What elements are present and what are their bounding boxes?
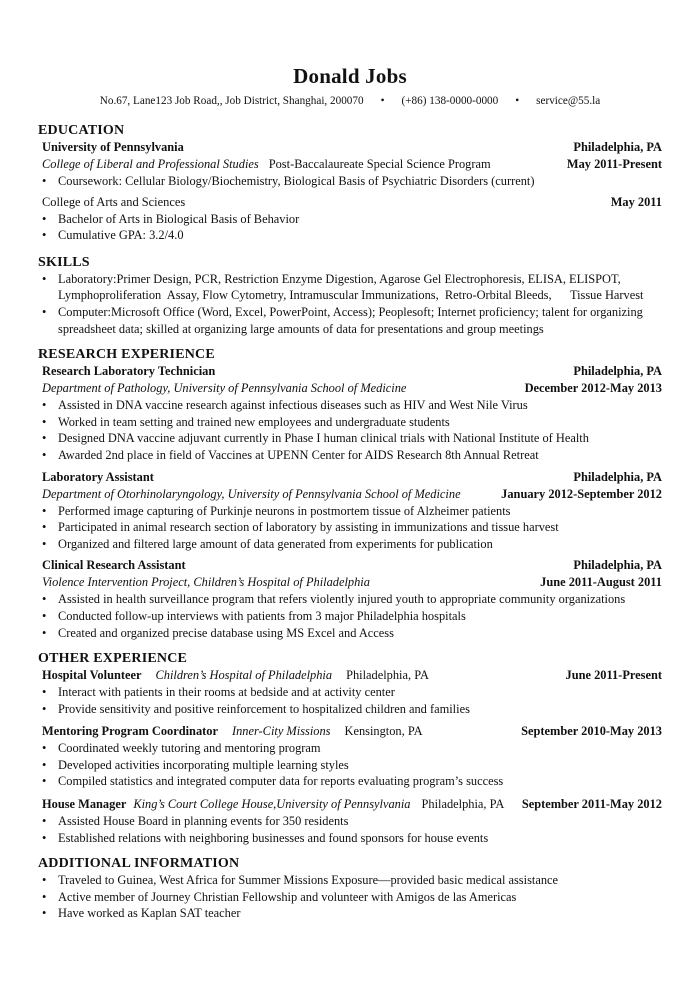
bullet-icon: • xyxy=(42,271,47,286)
bullet-list xyxy=(38,740,662,790)
entry-location: Philadelphia, PA xyxy=(573,558,662,573)
list-item: • Cumulative GPA: 3.2/4.0 xyxy=(42,228,184,243)
section-title-research: RESEARCH EXPERIENCE xyxy=(38,347,215,363)
contact-line xyxy=(0,95,700,107)
bullet-icon: • xyxy=(42,685,47,700)
skills-section xyxy=(38,254,662,337)
bullet-icon: • xyxy=(42,889,47,904)
email: service@55.la xyxy=(536,95,601,107)
bullet-icon: • xyxy=(42,625,47,640)
bullet-icon: • xyxy=(42,906,47,921)
entry-subheader xyxy=(38,574,662,591)
entry-date: September 2010-May 2013 xyxy=(521,724,662,739)
list-item: • Coordinated weekly tutoring and mentoring program xyxy=(42,741,321,756)
bullet-list xyxy=(38,813,662,846)
college-name: College of Arts and Sciences xyxy=(42,194,186,209)
list-item: • Created and organized precise database using MS Excel and Access xyxy=(42,625,394,640)
job-org: Department of Pathology, University of Pennsylvania School of Medicine xyxy=(42,381,407,396)
bullet-icon: • xyxy=(42,757,47,772)
list-item: • Worked in team setting and trained new employees and undergraduate students xyxy=(42,414,450,429)
entry-date: May 2011-Present xyxy=(566,157,662,171)
bullet-icon: • xyxy=(42,592,47,607)
job-role: Research Laboratory Technician xyxy=(42,364,216,379)
bullet-icon: • xyxy=(42,741,47,756)
entry-header xyxy=(38,723,662,740)
entry-location: Philadelphia, PA xyxy=(573,469,662,484)
entry-location: Philadelphia, PA xyxy=(346,668,429,683)
college-name: College of Liberal and Professional Studies xyxy=(42,157,259,171)
job-role: Mentoring Program Coordinator xyxy=(42,724,218,739)
list-item: • Awarded 2nd place in field of Vaccines at UPENN Center for AIDS Research 8th Annual Retreat xyxy=(42,447,539,462)
bullet-icon: • xyxy=(42,536,47,551)
research-section xyxy=(38,346,662,641)
job-entry xyxy=(38,469,662,553)
bullet-icon: • xyxy=(42,814,47,829)
bullet-icon: • xyxy=(42,398,47,413)
entry-date: June 2011-Present xyxy=(565,668,662,683)
bullet-icon: • xyxy=(42,701,47,716)
section-title-education: EDUCATION xyxy=(38,123,125,138)
bullet-list xyxy=(38,503,662,553)
job-org: Violence Intervention Project, Children’s Hospital of Philadelphia xyxy=(42,575,370,590)
list-item: • Participated in animal research section of laboratory by assisting in immunizations and tissue harvest xyxy=(42,520,559,535)
entry-date: May 2011 xyxy=(610,194,662,209)
job-org: Children’s Hospital of Philadelphia xyxy=(155,668,333,683)
bullet-list xyxy=(38,591,662,641)
entry-location: Kensington, PA xyxy=(344,724,423,739)
list-item: • Traveled to Guinea, West Africa for Summer Missions Exposure—provided basic medical assistance xyxy=(42,873,559,888)
bullet-icon: • xyxy=(42,414,47,429)
entry-subheader xyxy=(38,156,662,173)
bullet-icon: • xyxy=(42,174,47,188)
bullet-icon: • xyxy=(42,447,47,462)
job-role: Laboratory Assistant xyxy=(42,469,154,484)
list-item: • Bachelor of Arts in Biological Basis of Behavior xyxy=(42,211,300,226)
entry-location: Philadelphia, PA xyxy=(421,797,505,812)
entry-header xyxy=(38,469,662,486)
entry-header xyxy=(38,796,662,813)
bullet-icon: • xyxy=(42,520,47,535)
bullet-list xyxy=(38,872,662,922)
list-item: • Performed image capturing of Purkinje neurons in postmortem tissue of Alzheimer patients xyxy=(42,503,511,518)
bullet-icon: • xyxy=(42,608,47,623)
section-title-additional: ADDITIONAL INFORMATION xyxy=(38,856,240,872)
list-item: • Organized and filtered large amount of data generated from experiments for publication xyxy=(42,536,493,551)
additional-info-section xyxy=(38,855,662,922)
job-role: Clinical Research Assistant xyxy=(42,558,186,573)
list-item: • Assisted in DNA vaccine research against infectious diseases such as HIV and West Nile Virus xyxy=(42,398,528,413)
resume-content xyxy=(38,122,662,922)
address: No.67, Lane123 Job Road,, Job District, Shanghai, 200070 xyxy=(99,95,364,107)
list-item: • Laboratory:Primer Design, PCR, Restriction Enzyme Digestion, Agarose Gel Electrophoresis, ELISA, ELISPOT, Lymphoproliferation Assay, Flow Cytometry, Intramuscular Immunizations, Retro-Orbital Bleeds, Tissue Harvest xyxy=(42,271,644,303)
list-item: • Designed DNA vaccine adjuvant currently in Phase I human clinical trials with National Institute of Health xyxy=(42,431,589,446)
bullet-icon: • xyxy=(42,431,47,446)
other-experience-section xyxy=(38,650,662,846)
list-item: • Developed activities incorporating multiple learning styles xyxy=(42,757,349,772)
list-item: • Conducted follow-up interviews with patients from 3 major Philadelphia hospitals xyxy=(42,608,466,623)
separator-dot: • xyxy=(380,95,385,107)
job-entry xyxy=(38,363,662,463)
bullet-list xyxy=(38,684,662,717)
job-entry xyxy=(38,557,662,641)
entry-location: Philadelphia, PA xyxy=(573,140,662,154)
job-entry xyxy=(38,796,662,846)
bullet-icon: • xyxy=(42,211,47,226)
bullet-icon: • xyxy=(42,228,47,243)
bullet-icon: • xyxy=(42,503,47,518)
entry-header xyxy=(38,139,662,156)
job-role: House Manager xyxy=(42,797,127,812)
bullet-icon: • xyxy=(42,774,47,789)
entry-subheader xyxy=(38,380,662,397)
list-item: • Assisted House Board in planning events for 350 residents xyxy=(42,814,349,829)
separator-dot: • xyxy=(515,95,520,107)
entry-header xyxy=(38,363,662,380)
bullet-list xyxy=(38,211,662,244)
education-section xyxy=(38,122,662,244)
job-org: Department of Otorhinolaryngology, University of Pennsylvania School of Medicine xyxy=(42,486,461,501)
entry-date: December 2012-May 2013 xyxy=(524,381,662,396)
candidate-name: Donald Jobs xyxy=(293,64,407,88)
job-role: Hospital Volunteer xyxy=(42,668,142,683)
list-item: • Have worked as Kaplan SAT teacher xyxy=(42,906,241,921)
section-title-other: OTHER EXPERIENCE xyxy=(38,651,188,667)
bullet-icon: • xyxy=(42,304,47,319)
bullet-list xyxy=(38,271,662,337)
program-name: Post-Baccalaureate Special Science Program xyxy=(268,157,491,171)
job-org: Inner-City Missions xyxy=(231,724,331,739)
entry-date: September 2011-May 2012 xyxy=(521,797,662,812)
list-item: • Compiled statistics and integrated computer data for reports evaluating program’s success xyxy=(42,774,504,789)
bullet-list xyxy=(38,397,662,463)
list-item: • Computer:Microsoft Office (Word, Excel, PowerPoint, Access); Peoplesoft; Internet proficiency; talent for organizing spreadsheet data; skilled at organizing large amounts of data for presentations and group meetings xyxy=(42,304,643,336)
phone: (+86) 138-0000-0000 xyxy=(401,95,499,107)
entry-header xyxy=(38,557,662,574)
entry-date: January 2012-September 2012 xyxy=(501,486,662,501)
entry-subheader xyxy=(38,486,662,503)
entry-header xyxy=(38,194,662,211)
job-entry xyxy=(38,723,662,790)
school-name: University of Pennsylvania xyxy=(42,140,184,154)
list-item: • Provide sensitivity and positive reinforcement to hospitalized children and families xyxy=(42,701,470,716)
job-entry xyxy=(38,667,662,717)
bullet-list xyxy=(38,173,662,190)
entry-location: Philadelphia, PA xyxy=(573,364,662,379)
list-item: • Coursework: Cellular Biology/Biochemistry, Biological Basis of Psychiatric Disorders (current) xyxy=(42,174,535,188)
bullet-icon: • xyxy=(42,873,47,888)
entry-header xyxy=(38,667,662,684)
list-item: • Active member of Journey Christian Fellowship and volunteer with Amigos de las Americas xyxy=(42,889,517,904)
job-org: King’s Court College House,University of Pennsylvania xyxy=(133,797,411,812)
list-item: • Established relations with neighboring businesses and found sponsors for house events xyxy=(42,830,489,845)
entry-date: June 2011-August 2011 xyxy=(540,575,662,590)
bullet-icon: • xyxy=(42,830,47,845)
list-item: • Interact with patients in their rooms at bedside and at activity center xyxy=(42,685,395,700)
list-item: • Assisted in health surveillance program that refers violently injured youth to appropriate community organizations xyxy=(42,592,626,607)
section-title-skills: SKILLS xyxy=(38,254,90,270)
